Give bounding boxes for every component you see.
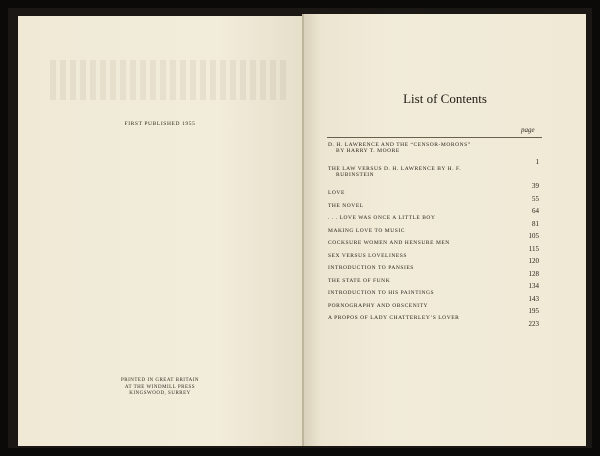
printer-line: KINGSWOOD, SURREY	[129, 391, 191, 396]
contents-entry	[328, 278, 539, 291]
entry-title: THE NOVEL	[328, 202, 364, 209]
entry-title: LOVE	[328, 190, 345, 196]
entry-page: 1	[535, 158, 539, 166]
contents-entry	[328, 190, 539, 203]
page-column-heading: page	[521, 126, 535, 134]
entry-title: THE LAW VERSUS D. H. LAWRENCE BY H. F.	[328, 166, 462, 172]
right-page	[304, 14, 586, 446]
contents-entry	[328, 142, 539, 166]
entry-page: 105	[528, 232, 539, 240]
entry-page: 39	[532, 182, 539, 190]
entry-page: 81	[532, 219, 539, 228]
entry-title: A PROPOS OF LADY CHATTERLEY’S LOVER	[328, 315, 460, 321]
entry-title: D. H. LAWRENCE AND THE “CENSOR-MORONS”	[328, 142, 471, 148]
entry-page: 128	[528, 269, 539, 278]
contents-entry	[328, 215, 539, 228]
entry-page: 120	[528, 257, 539, 265]
contents-entry	[328, 228, 539, 241]
entry-title: COCKSURE WOMEN AND HENSURE MEN	[328, 240, 450, 246]
entry-title-continued: RUBINSTEIN	[336, 172, 375, 178]
contents-entry	[328, 303, 539, 316]
entry-title-continued: BY HARRY T. MOORE	[336, 148, 400, 154]
printer-info	[18, 378, 302, 398]
show-through-ghost-text	[50, 60, 290, 100]
entry-page: 143	[528, 294, 539, 303]
contents-entry	[328, 203, 539, 216]
book-spread	[8, 8, 592, 448]
entry-page: 115	[528, 244, 539, 253]
entry-page: 195	[528, 307, 539, 315]
entry-title: INTRODUCTION TO PANSIES	[328, 265, 414, 271]
left-page	[18, 16, 302, 446]
contents-title: List of Contents	[403, 91, 487, 106]
entry-page: 223	[528, 319, 539, 328]
contents-list	[328, 142, 539, 328]
contents-entry	[328, 166, 539, 190]
contents-entry	[328, 290, 539, 303]
entry-title: SEX VERSUS LOVELINESS	[328, 252, 407, 259]
entry-page: 55	[532, 194, 539, 203]
entry-title: THE STATE OF FUNK	[328, 277, 391, 284]
printer-line: AT THE WINDMILL PRESS	[124, 384, 196, 390]
entry-title: INTRODUCTION TO HIS PAINTINGS	[328, 290, 435, 296]
contents-entry	[328, 240, 539, 253]
imprint-line: FIRST PUBLISHED 1955	[124, 121, 196, 127]
entry-title: PORNOGRAPHY AND OBSCENITY	[328, 302, 429, 309]
contents-entry	[328, 265, 539, 278]
entry-title: . . . LOVE WAS ONCE A LITTLE BOY	[328, 215, 436, 221]
heading-rule	[327, 137, 542, 138]
entry-title: MAKING LOVE TO MUSIC	[328, 227, 405, 234]
contents-entry	[328, 253, 539, 266]
contents-entry	[328, 315, 539, 328]
entry-page: 134	[528, 282, 539, 290]
entry-page: 64	[532, 207, 539, 215]
printer-line: PRINTED IN GREAT BRITAIN	[120, 378, 200, 383]
